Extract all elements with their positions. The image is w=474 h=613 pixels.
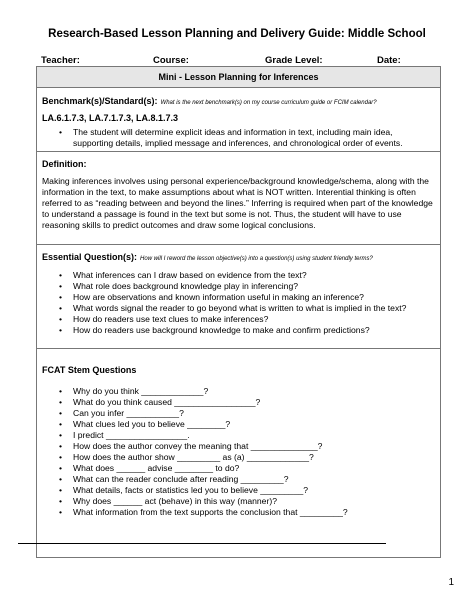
list-item	[59, 303, 434, 314]
date-label: Date:	[377, 55, 401, 66]
list-item	[59, 292, 434, 303]
bullet-icon: •	[59, 474, 63, 484]
essential-label	[42, 252, 373, 262]
bullet-icon: •	[59, 314, 63, 324]
list-item	[59, 127, 434, 149]
bullet-icon: •	[59, 292, 63, 302]
teacher-label: Teacher:	[41, 55, 80, 66]
list-item-text: What clues led you to believe ________?	[73, 419, 231, 429]
list-item	[59, 507, 434, 518]
bullet-icon: •	[59, 270, 63, 280]
list-item-text: How does the author show _________ as (a) _____________?	[73, 452, 314, 462]
list-item	[59, 430, 434, 441]
grade-level-label: Grade Level:	[265, 55, 323, 66]
bullet-icon: •	[59, 496, 63, 506]
bullet-icon: •	[59, 303, 63, 313]
bullet-icon: •	[59, 485, 63, 495]
fcat-list	[59, 386, 434, 518]
list-item-text: What details, facts or statistics led you to believe _________?	[73, 485, 309, 495]
list-item-text: What words signal the reader to go beyond what is written to what is implied in the text?	[73, 303, 407, 313]
list-item	[59, 496, 434, 507]
list-item-text: Can you infer ___________?	[73, 408, 184, 418]
benchmark-list	[59, 127, 434, 149]
list-item-text: Why does ______ act (behave) in this way (manner)?	[73, 496, 277, 506]
fcat-label: FCAT Stem Questions	[42, 365, 137, 375]
document-title: Research-Based Lesson Planning and Delivery Guide: Middle School	[48, 28, 426, 40]
list-item	[59, 485, 434, 496]
bullet-icon: •	[59, 441, 63, 451]
list-item-text: How are observations and known information useful in making an inference?	[73, 292, 364, 302]
bullet-icon: •	[59, 397, 63, 407]
list-item	[59, 419, 434, 430]
bullet-icon: •	[59, 507, 63, 517]
bullet-icon: •	[59, 430, 63, 440]
list-item-text: What can the reader conclude after reading _________?	[73, 474, 289, 484]
list-item	[59, 397, 434, 408]
benchmark-section	[37, 88, 440, 152]
bullet-icon: •	[59, 419, 63, 429]
list-item-text: How do readers use background knowledge to make and confirm predictions?	[73, 325, 370, 335]
benchmark-label	[42, 96, 377, 106]
list-item	[59, 441, 434, 452]
benchmark-standards: LA.6.1.7.3, LA.7.1.7.3, LA.8.1.7.3	[42, 113, 179, 123]
fcat-section	[37, 349, 440, 557]
essential-list	[59, 270, 434, 336]
bullet-icon: •	[59, 325, 63, 335]
list-item	[59, 281, 434, 292]
list-item-text: What role does background knowledge play in inferencing?	[73, 281, 299, 291]
list-item-text: How does the author convey the meaning that ______________?	[73, 441, 323, 451]
definition-section	[37, 152, 440, 245]
list-item-text: Why do you think _____________?	[73, 386, 209, 396]
essential-questions-section	[37, 245, 440, 349]
bullet-icon: •	[59, 452, 63, 462]
list-item-text: How do readers use text clues to make inferences?	[73, 314, 269, 324]
list-item-text: What do you think caused _________________?	[73, 397, 261, 407]
essential-hint: How will I reword the lesson objective(s) into a question(s) using student friendly terms?	[140, 256, 373, 262]
list-item	[59, 314, 434, 325]
list-item	[59, 463, 434, 474]
list-item-text: What inferences can I draw based on evidence from the text?	[73, 270, 307, 280]
list-item	[59, 452, 434, 463]
table-header: Mini - Lesson Planning for Inferences	[37, 67, 440, 88]
definition-label: Definition:	[42, 159, 87, 169]
benchmark-hint: What is the next benchmark(s) on my course curriculum guide or FCIM calendar?	[160, 100, 377, 106]
list-item	[59, 325, 434, 336]
bottom-rule	[18, 543, 386, 544]
definition-text: Making inferences involves using personal experience/background knowledge/schema, along with the information in the text, to make assumptions about what is NOT written. Interential thinking is often referred to as “reading between and beyond the lines.” Inferring is required when part of the knowledge to understand a passage is found in the text but some is not. Thus, the student will have to use reasoning skills to predict outcomes and draw some logical conclusions.	[42, 176, 433, 230]
list-item-text: The student will determine explicit ideas and information in text, including main idea, supporting details, implied message and inferences, and chronological order of events.	[73, 127, 403, 148]
benchmark-label-text: Benchmark(s)/Standard(s):	[42, 96, 158, 106]
list-item-text: What information from the text supports the conclusion that _________?	[73, 507, 348, 517]
list-item	[59, 386, 434, 397]
bullet-icon: •	[59, 386, 63, 396]
essential-label-text: Essential Question(s):	[42, 252, 138, 262]
lesson-table	[36, 66, 441, 558]
list-item	[59, 270, 434, 281]
course-label: Course:	[153, 55, 189, 66]
bullet-icon: •	[59, 281, 63, 291]
page-number: 1	[448, 577, 454, 588]
bullet-icon: •	[59, 463, 63, 473]
list-item-text: I predict _________________.	[73, 430, 190, 440]
bullet-icon: •	[59, 127, 63, 137]
bullet-icon: •	[59, 408, 63, 418]
list-item	[59, 474, 434, 485]
list-item	[59, 408, 434, 419]
list-item-text: What does ______ advise ________ to do?	[73, 463, 240, 473]
